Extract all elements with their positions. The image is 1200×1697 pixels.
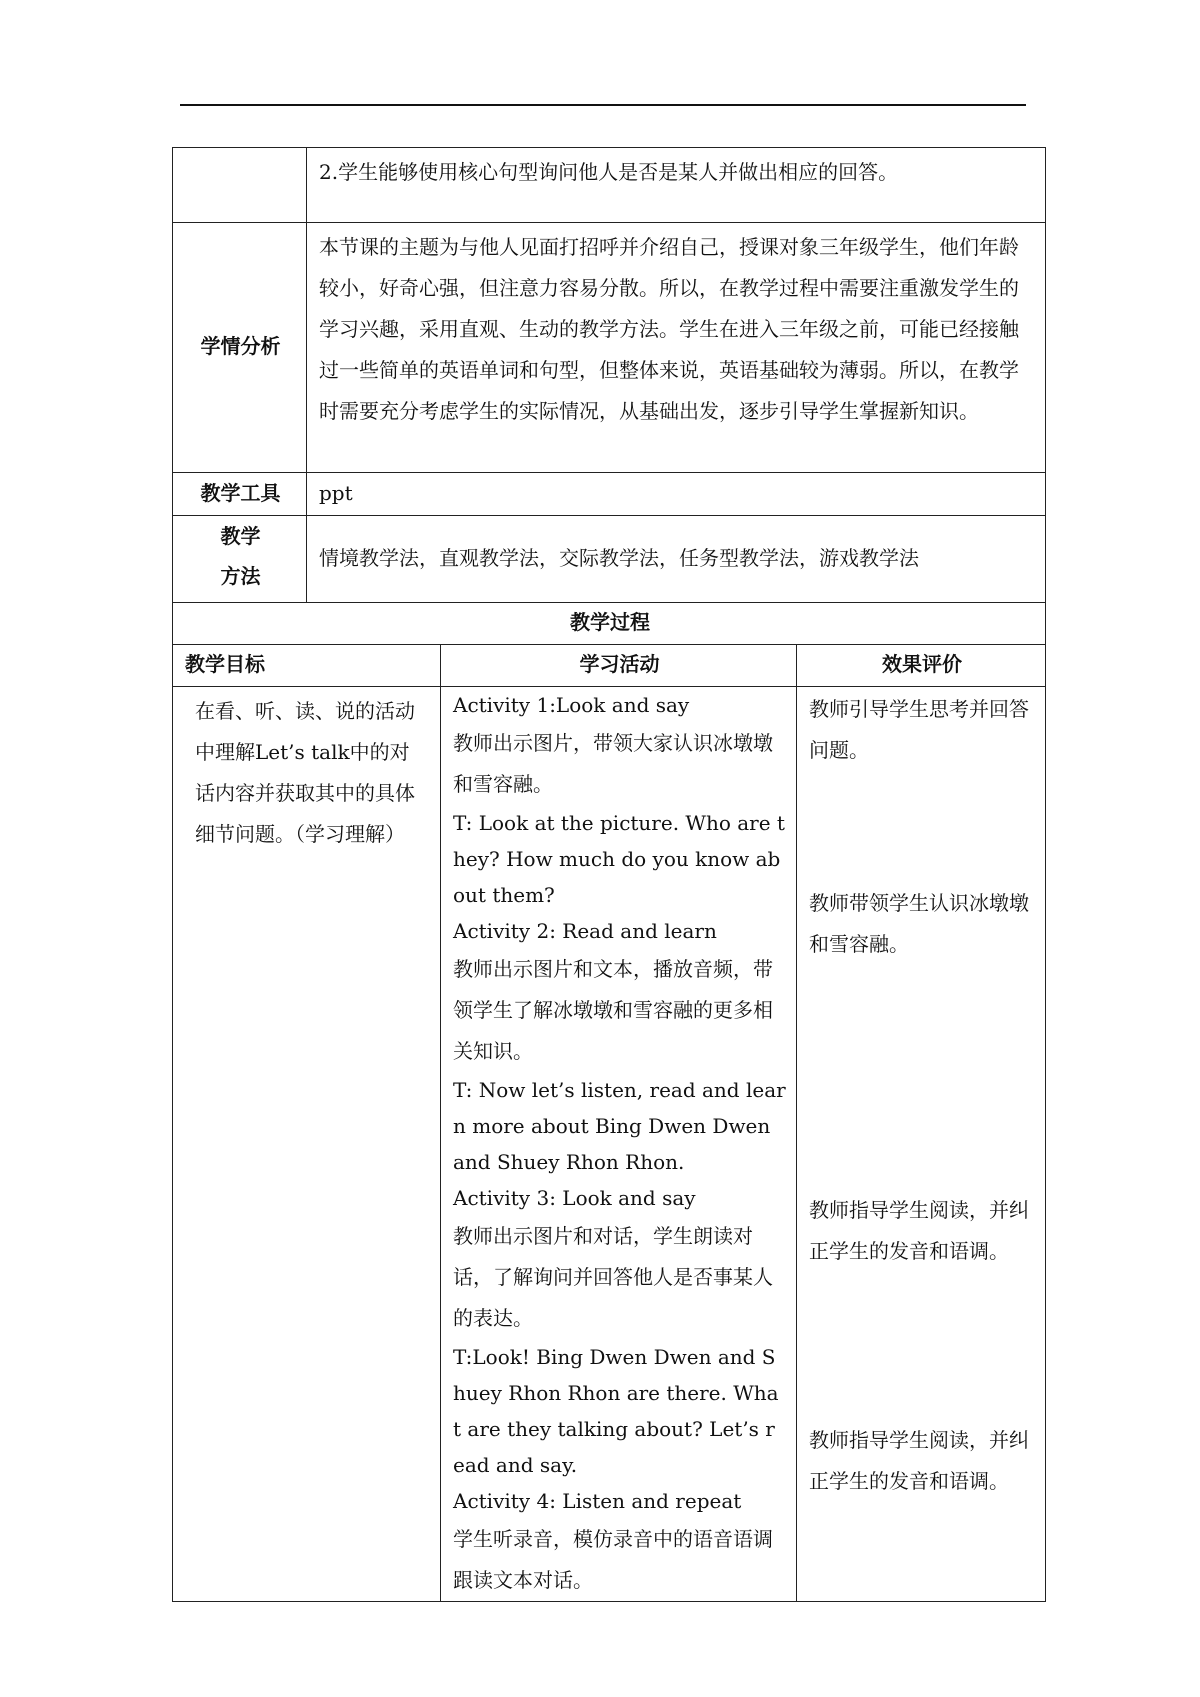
methods-label-line1: 教学 bbox=[220, 524, 261, 548]
process-title: 教学过程 bbox=[173, 603, 1046, 645]
objective-label-cell bbox=[173, 148, 307, 223]
goal-text: 在看、听、读、说的活动中理解Let’s talk中的对话内容并获取其中的具体细节问题。（学习理解） bbox=[195, 699, 415, 846]
col-header-activity: 学习活动 bbox=[441, 645, 797, 687]
activity-4-title: Activity 4: Listen and repeat bbox=[453, 1489, 742, 1513]
col-header-goal: 教学目标 bbox=[173, 645, 441, 687]
col-header-eval: 效果评价 bbox=[797, 645, 1046, 687]
activity-1 bbox=[453, 687, 786, 913]
activity-1-desc: 教师出示图片，带领大家认识冰墩墩和雪容融。 bbox=[453, 731, 773, 796]
activity-cell bbox=[441, 687, 797, 1602]
eval-cell bbox=[797, 687, 1046, 1602]
student-analysis-text: 本节课的主题为与他人见面打招呼并介绍自己，授课对象三年级学生，他们年龄较小，好奇心强，但注意力容易分散。所以，在教学过程中需要注重激发学生的学习兴趣，采用直观、生动的教学方法。学生在进入三年级之前，可能已经接触过一些简单的英语单词和句型，但整体来说，英语基础较为薄弱。所以，在教学时需要充分考虑学生的实际情况，从基础出发，逐步引导学生掌握新知识。 bbox=[307, 223, 1046, 473]
methods-value: 情境教学法，直观教学法，交际教学法，任务型教学法，游戏教学法 bbox=[307, 516, 1046, 603]
activity-2 bbox=[453, 913, 786, 1180]
eval-4: 教师指导学生阅读，并纠正学生的发音和语调。 bbox=[809, 1428, 1029, 1493]
activity-2-teacher: T: Now let’s listen, read and learn more about Bing Dwen Dwen and Shuey Rhon Rhon. bbox=[453, 1078, 786, 1174]
process-body-row bbox=[173, 687, 1046, 1602]
methods-label-line2: 方法 bbox=[220, 564, 261, 588]
goal-cell bbox=[173, 687, 441, 1602]
lesson-plan-table bbox=[172, 147, 1046, 1602]
process-title-row bbox=[173, 603, 1046, 645]
activity-4 bbox=[453, 1483, 786, 1601]
eval-1: 教师引导学生思考并回答问题。 bbox=[809, 697, 1029, 762]
process-header-row bbox=[173, 645, 1046, 687]
header-rule bbox=[180, 104, 1026, 106]
student-analysis-label: 学情分析 bbox=[173, 223, 307, 473]
eval-2: 教师带领学生认识冰墩墩和雪容融。 bbox=[809, 891, 1029, 956]
tools-value: ppt bbox=[307, 473, 1046, 516]
objective-row bbox=[173, 148, 1046, 223]
activity-2-title: Activity 2: Read and learn bbox=[453, 919, 717, 943]
methods-label bbox=[173, 516, 307, 603]
activity-1-teacher: T: Look at the picture. Who are they? How much do you know about them? bbox=[453, 811, 785, 907]
activity-3 bbox=[453, 1180, 786, 1483]
student-analysis-row bbox=[173, 223, 1046, 473]
tools-row bbox=[173, 473, 1046, 516]
activity-4-desc: 学生听录音，模仿录音中的语音语调跟读文本对话。 bbox=[453, 1527, 773, 1592]
objective-text: 2.学生能够使用核心句型询问他人是否是某人并做出相应的回答。 bbox=[307, 148, 1046, 223]
activity-3-title: Activity 3: Look and say bbox=[453, 1186, 696, 1210]
tools-label: 教学工具 bbox=[173, 473, 307, 516]
activity-2-desc: 教师出示图片和文本，播放音频，带领学生了解冰墩墩和雪容融的更多相关知识。 bbox=[453, 957, 773, 1063]
eval-3: 教师指导学生阅读，并纠正学生的发音和语调。 bbox=[809, 1198, 1029, 1263]
activity-1-title: Activity 1:Look and say bbox=[453, 693, 690, 717]
activity-3-desc: 教师出示图片和对话，学生朗读对话，了解询问并回答他人是否事某人的表达。 bbox=[453, 1224, 773, 1330]
activity-3-teacher: T:Look! Bing Dwen Dwen and Shuey Rhon Rhon are there. What are they talking about? Let’s read and say. bbox=[453, 1345, 779, 1477]
methods-row bbox=[173, 516, 1046, 603]
